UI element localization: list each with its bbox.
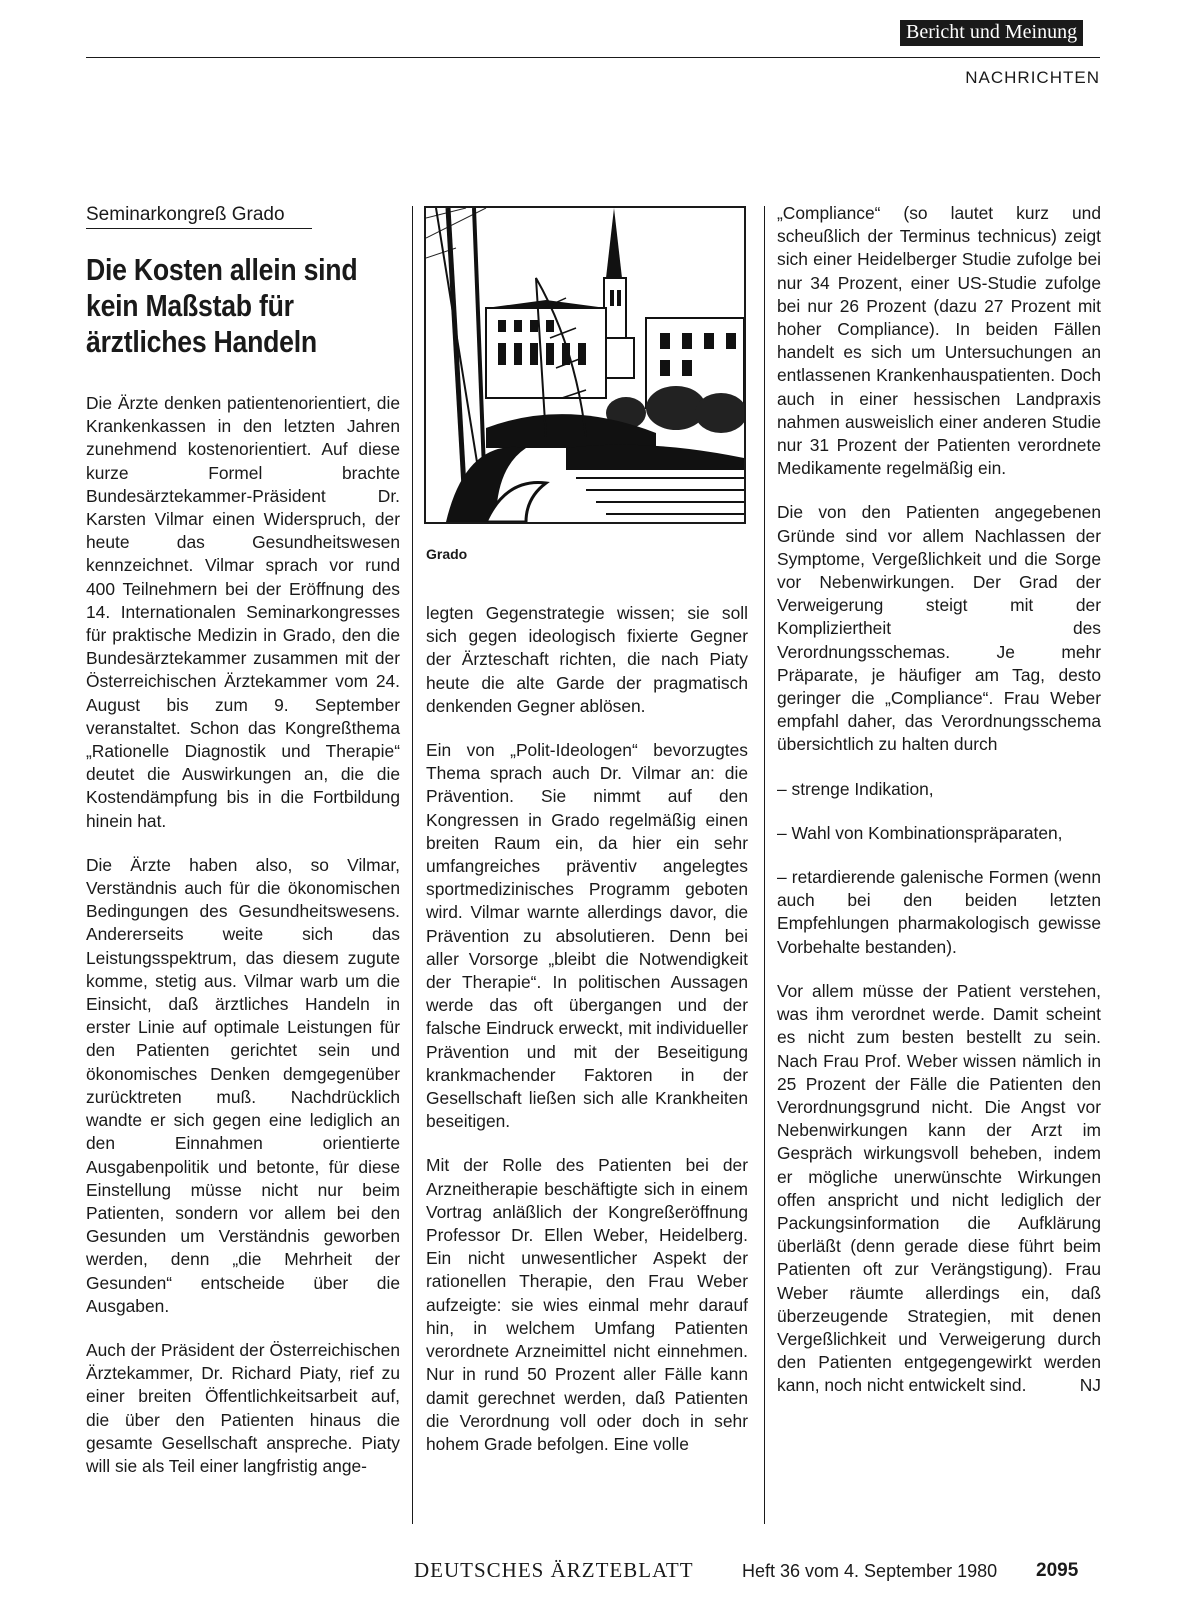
list-item: – strenge Indikation, [777, 778, 934, 799]
paragraph: „Compliance“ (so lautet kurz und scheußlich der Terminus technicus) zeigt sich einer Heidelberger Studie zufolge bei nur 34 Prozent, einer US-Studie zufolge bei nur 26 Prozent (dazu 27 Prozent mit hoher Compliance). In beiden Fällen handelt es sich um Untersuchungen an entlassenen Krankenhauspatienten. Doch auch in einer hessischen Landpraxis nahmen ausweislich einer anderen Studie nur 31 Prozent der Patienten verordnete Medikamente regelmäßig ein. [777, 203, 1101, 479]
header-rule [86, 57, 1100, 58]
figure-caption: Grado [426, 546, 468, 562]
paragraph: Die Ärzte denken patientenorientiert, die Krankenkassen in den letzten Jahren zunehmend kostenorientiert. Auf diese kurze Formel brachte Bundesärztekammer-Präsident Dr. Karsten Vilmar einen Widerspruch, der heute das Gesundheitswesen kennzeichnet. Vilmar sprach vor rund 400 Teilnehmern bei der Eröffnung des 14. Internationalen Seminarkongresses für praktische Medizin in Grado, den die Bundesärztekammer zusammen mit der Österreichischen Ärztekammer vom 24. August bis zum 9. September veranstaltet. Schon das Kongreßthema „Rationelle Diagnostik und Therapie“ deutet die Auswirkungen an, die die Kostendämpfung bis in die Fortbildung hinein hat. [86, 393, 400, 831]
column-3 [777, 202, 1101, 1398]
article-headline: Die Kosten allein sind kein Maßstab für ärztliches Handeln [86, 252, 358, 359]
issue-info: Heft 36 vom 4. September 1980 [742, 1561, 998, 1581]
paragraph [777, 980, 1101, 1398]
list-item: – Wahl von Kombinationspräparaten, [777, 822, 1063, 843]
author-signature: NJ [1079, 1375, 1101, 1396]
column-rule [764, 206, 765, 1524]
paragraph: Die von den Patienten angegebenen Gründe sind vor allem Nachlassen der Symptome, Vergeßlichkeit und die Sorge vor Nebenwirkungen. Der Grad der Verweigerung steigt mit der Kompliziertheit des Verordnungsschemas. Je mehr Präparate, je häufiger am Tag, desto geringer die „Compliance“. Frau Weber empfahl daher, das Verordnungsschema übersichtlich zu halten durch [777, 502, 1101, 755]
paragraph: Mit der Rolle des Patienten bei der Arzneitherapie beschäftigte sich in einem Vortrag anläßlich der Kongreßeröffnung Professor Dr. Ellen Weber, Heidelberg. Ein nicht unwesentlicher Aspekt der rationellen Therapie, den Frau Weber aufzeigte: sie wies einmal mehr darauf hin, in welchem Umfang Patienten verordnete Arzneimittel nicht einnehmen. Nur in rund 50 Prozent aller Fälle kann damit gerechnet werden, daß Patienten die Verordnung voll oder doch in sehr hohem Grade befolgen. Eine volle [426, 1155, 748, 1454]
journal-name: DEUTSCHES ÄRZTEBLATT [414, 1558, 694, 1582]
rubric-label: NACHRICHTEN [965, 68, 1100, 87]
column-1 [86, 392, 400, 1499]
section-badge: Bericht und Meinung [900, 20, 1083, 46]
final-paragraph: Vor allem müsse der Patient verstehen, was ihm verordnet werde. Damit scheint es nicht zum besten bestellt zu sein. Nach Frau Prof. Weber wissen nämlich in 25 Prozent der Fälle die Patienten den Verordnungsgrund nicht. Die Angst vor Nebenwirkungen kann der Arzt im Gespräch wirkungsvoll beheben, indem er mögliche unerwünschte Wirkungen offen anspricht und nicht lediglich der Packungsinformation die Aufklärung überläßt (denn gerade diese führt beim Patienten oft zur Verängstigung). Frau Weber räumte allerdings ein, daß überzeugende Strategien, mit denen Vergeßlichkeit und Verweigerung durch den Patienten entgegengewirkt werden kann, noch nicht entwickelt sind. [777, 980, 1101, 1396]
list-item: – retardierende galenische Formen (wenn auch bei den beiden letzten Empfehlungen pharmakologisch gewisse Vorbehalte bestanden). [777, 867, 1101, 957]
paragraph: Auch der Präsident der Österreichischen Ärztekammer, Dr. Richard Piaty, rief zu einer breiten Öffentlichkeitsarbeit auf, die über den Patienten hinaus die gesamte Gesellschaft anspreche. Piaty will sie als Teil einer langfristig ange- [86, 1339, 400, 1476]
page-number: 2095 [1036, 1560, 1079, 1581]
paragraph: Die Ärzte haben also, so Vilmar, Verständnis auch für die ökonomischen Bedingungen des Gesundheitswesens. Andererseits weite sich das Leistungsspektrum, das diesem zugute komme, stetig aus. Vilmar warb um die Einsicht, daß ärztliches Handeln in erster Linie auf optimale Leistungen für den Patienten gerichtet sein und ökonomisches Denken demgegenüber zurücktreten muß. Nachdrücklich wandte er sich gegen eine lediglich an den Einnahmen orientierte Ausgabenpolitik und betonte, für diese Einstellung müsse nicht nur beim Patienten, sondern vor allem bei den Gesunden um Verständnis geworben werden, denn „die Mehrheit der Gesunden“ entscheide über die Ausgaben. [86, 854, 400, 1316]
article-kicker: Seminarkongreß Grado [86, 204, 285, 225]
grado-illustration [424, 206, 746, 524]
paragraph: legten Gegenstrategie wissen; sie soll sich gegen ideologisch fixierte Gegner der Ärzteschaft richten, die nach Piaty heute die alte Garde der pragmatisch denkenden Gegner ablösen. [426, 603, 748, 716]
column-rule [412, 206, 413, 1524]
column-2 [426, 602, 748, 1477]
paragraph: Ein von „Polit-Ideologen“ bevorzugtes Thema sprach auch Dr. Vilmar an: die Prävention. Sie nimmt auf den Kongressen in Grado regelmäßig einen breiten Raum ein, da hier ein sehr umfangreiches präventiv angelegtes sportmedizinisches Programm geboten wird. Vilmar warnte allerdings davor, die Prävention zu absolutieren. Denn bei aller Vorsorge „bleibt die Notwendigkeit der Therapie“. In politischen Aussagen werde das oft übergangen und der falsche Eindruck erweckt, mit individueller Prävention und mit der Beseitigung krankmachender Faktoren in der Gesellschaft ließen sich alle Krankheiten beseitigen. [426, 740, 748, 1132]
kicker-underline [86, 228, 312, 229]
